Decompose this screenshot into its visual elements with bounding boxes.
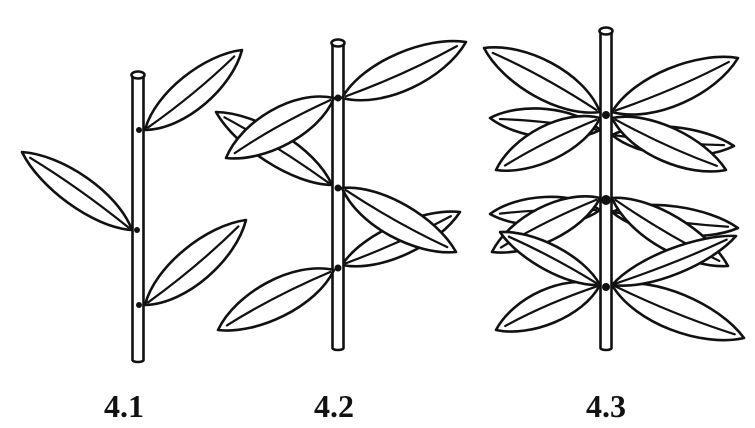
leaf — [22, 152, 132, 230]
stem-node — [335, 265, 342, 272]
stem-node — [602, 283, 610, 291]
stem — [600, 28, 613, 351]
stem-node — [134, 227, 140, 233]
panel-opposite — [216, 40, 466, 351]
stem-node — [136, 127, 142, 133]
panel-label-alternate: 4.1 — [104, 388, 144, 424]
stem-node — [136, 302, 142, 308]
leaf — [496, 282, 600, 332]
leaf — [612, 283, 744, 340]
leaf — [612, 57, 738, 115]
panel-label-whorled: 4.3 — [586, 388, 626, 424]
stem — [132, 72, 145, 363]
leaf — [145, 220, 246, 305]
stem-node — [602, 111, 610, 119]
panel-whorled — [484, 28, 744, 351]
stem-node — [335, 185, 342, 192]
leaf — [484, 47, 600, 112]
leaf — [218, 268, 334, 330]
stem-node — [601, 195, 611, 205]
stem — [332, 40, 345, 351]
panel-label-opposite: 4.2 — [314, 388, 354, 424]
stem-node — [335, 95, 342, 102]
leaf — [342, 41, 466, 100]
panel-alternate — [22, 50, 246, 362]
